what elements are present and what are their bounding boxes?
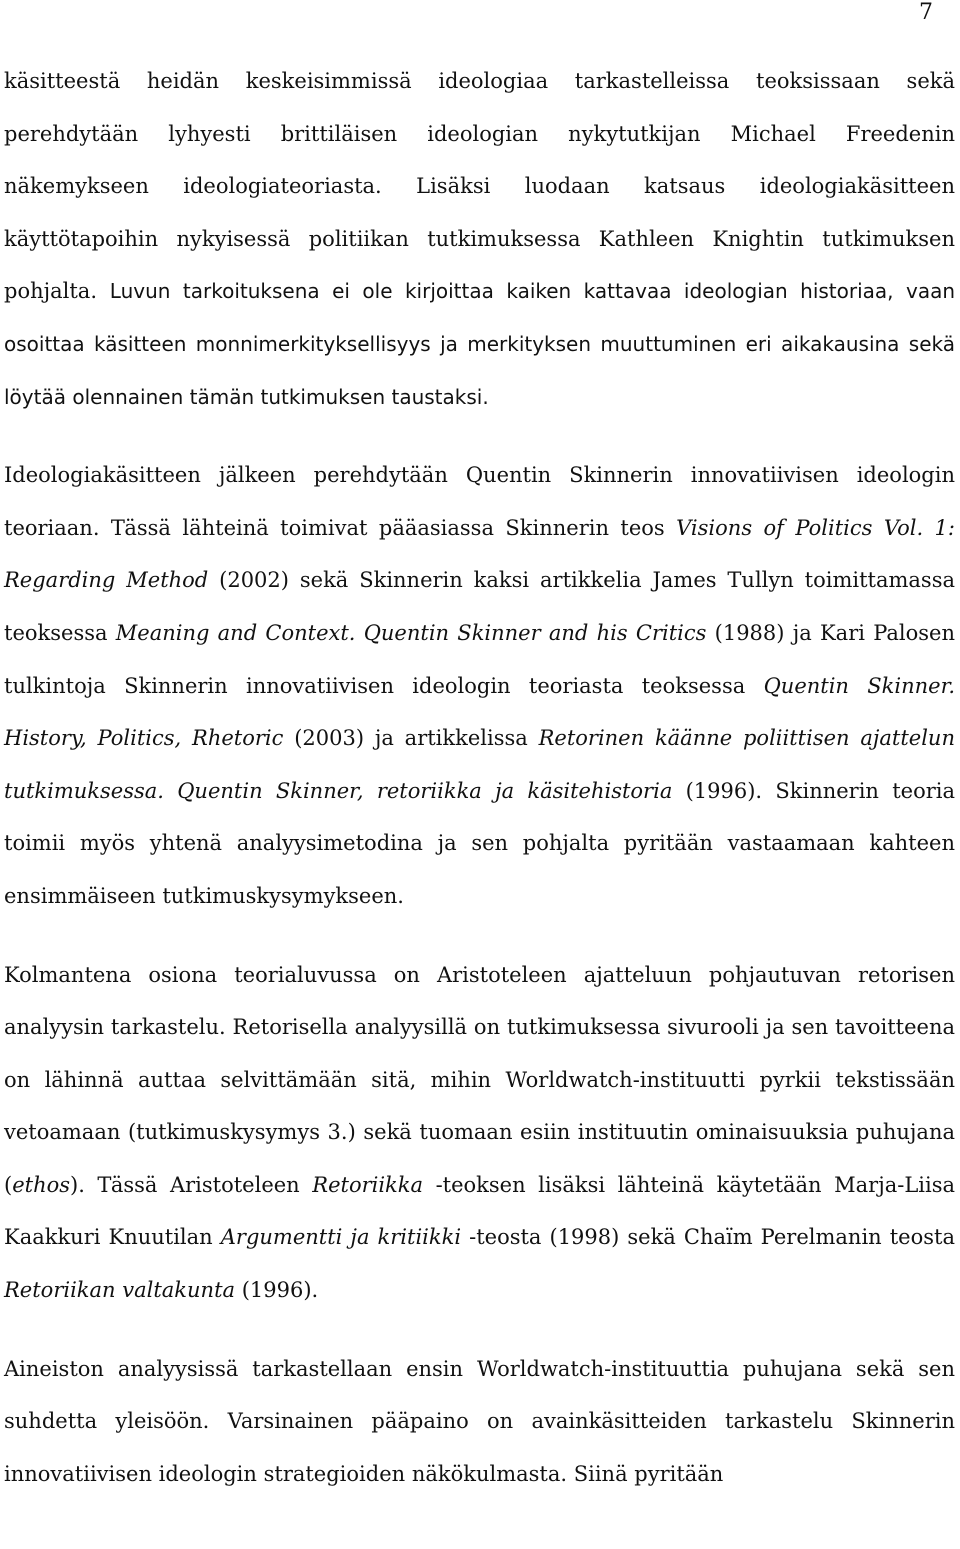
text-segment: (1988) ja Kari Palosen tulkintoja Skinnerin innovatiivisen ideologin teoriasta teoksessa xyxy=(4,620,955,698)
document-body xyxy=(4,55,955,1500)
text-segment: käsitteestä heidän keskeisimmissä ideologiaa tarkastelleissa teoksissaan sekä perehdytään lyhyesti brittiläisen ideologian nykytutkijan Michael Freedenin näkemykseen ideologiateoriasta. Lisäksi luodaan katsaus ideologiakäsitteen käyttötapoihin nykyisessä politiikan tutkimuksessa Kathleen Knightin tutkimuksen pohjalta. xyxy=(4,69,955,304)
text-segment: (2003) ja artikkelissa xyxy=(283,726,539,751)
book-title: Meaning and Context. Quentin Skinner and his Critics xyxy=(115,620,707,645)
text-segment: (1996). xyxy=(235,1278,319,1303)
text-segment: -teoksen lisäksi lähteinä käytetään Marja-Liisa Kaakkuri Knuutilan xyxy=(4,1172,955,1250)
text-segment: (2002) sekä Skinnerin kaksi artikkelia James Tullyn toimittamassa teoksessa xyxy=(4,568,956,645)
term-ethos: ethos xyxy=(12,1172,71,1197)
paragraph-data-analysis xyxy=(4,1343,955,1501)
text-segment: Kolmantena osiona teorialuvussa on Aristoteleen ajatteluun pohjautuvan retorisen analyysin tarkastelu. Retorisella analyysillä on tutkimuksessa sivurooli ja sen tavoitteena on lähinnä auttaa selvittämään sitä, mihin Worldwatch-instituutti pyrkii tekstissään vetoamaan (tutkimuskysymys 3.) sekä tuomaan esiin instituutin ominaisuuksia puhujana ( xyxy=(4,962,955,1197)
book-title: Argumentti ja kritiikki xyxy=(220,1225,462,1250)
book-title: Quentin Skinner. History, Politics, Rhetoric xyxy=(4,673,955,751)
book-title: Retoriikan valtakunta xyxy=(4,1278,236,1303)
paragraph-skinner-theory xyxy=(4,449,955,922)
paragraph-chapter-overview xyxy=(4,55,955,423)
paragraph-rhetorical-analysis xyxy=(4,949,955,1317)
text-segment: -teosta (1998) sekä Chaïm Perelmanin teosta xyxy=(461,1225,955,1250)
text-segment: (1996). Skinnerin teoria toimii myös yhtenä analyysimetodina ja sen pohjalta pyritään vastaamaan kahteen ensimmäiseen tutkimuskysymykseen. xyxy=(4,778,955,908)
book-title: Visions of Politics Vol. 1: Regarding Method xyxy=(4,515,955,593)
text-segment: Ideologiakäsitteen jälkeen perehdytään Quentin Skinnerin innovatiivisen ideologin teoriaan. Tässä lähteinä toimivat pääasiassa Skinnerin teos xyxy=(4,463,955,540)
page-number: 7 xyxy=(919,0,933,25)
book-title: Retoriikka xyxy=(312,1172,424,1197)
text-segment: Aineiston analyysissä tarkastellaan ensin Worldwatch-instituuttia puhujana sekä sen suhdetta yleisöön. Varsinainen pääpaino on avainkäsitteiden tarkastelu Skinnerin innovatiivisen ideologin strategioiden näkökulmasta. Siinä pyritään xyxy=(4,1356,955,1486)
text-segment: ). Tässä Aristoteleen xyxy=(70,1172,313,1197)
text-segment: Luvun tarkoituksena ei ole kirjoittaa kaiken kattavaa ideologian historiaa, vaan osoittaa käsitteen monnimerkityksellisyys ja merkityksen muuttuminen eri aikakausina sekä löytää olennainen tämän tutkimuksen taustaksi. xyxy=(4,279,956,409)
article-title: Retorinen käänne poliittisen ajattelun tutkimuksessa. Quentin Skinner, retoriikka ja käsitehistoria xyxy=(4,726,955,803)
